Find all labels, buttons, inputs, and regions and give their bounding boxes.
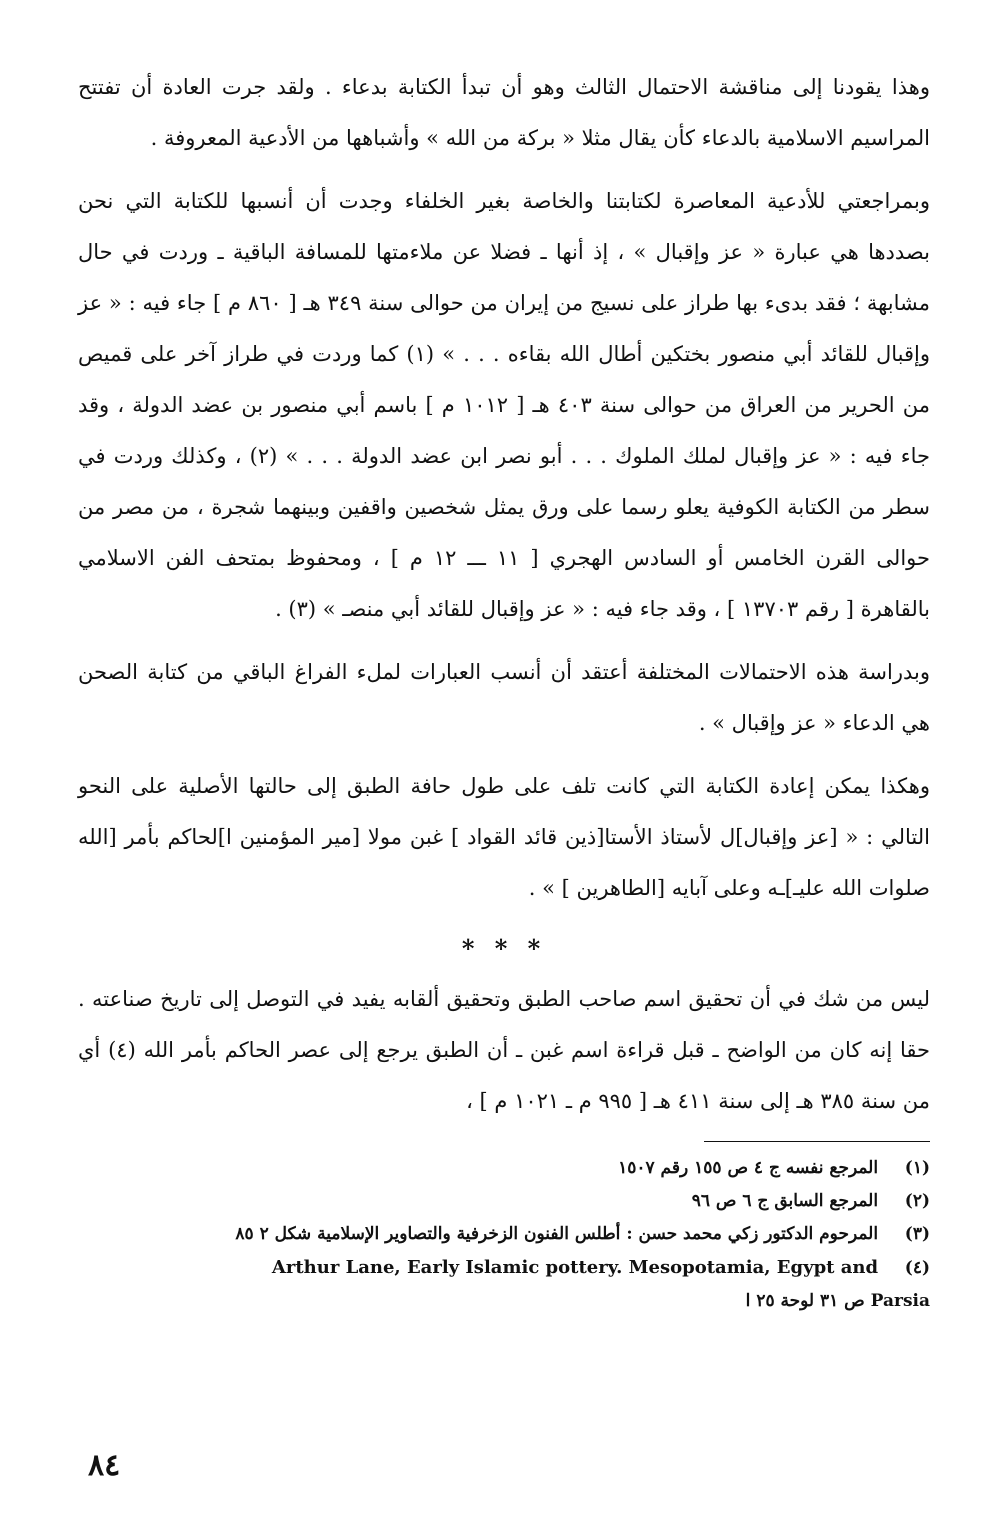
footnote-text: Arthur Lane, Early Islamic pottery. Mesopotamia, Egypt and bbox=[271, 1257, 879, 1278]
main-text bbox=[78, 62, 930, 914]
section-separator: * * * bbox=[461, 934, 547, 963]
footnote-4-continuation bbox=[78, 1285, 930, 1318]
paragraph-3: وبدراسة هذه الاحتمالات المختلفة أعتقد أن أنسب العبارات لملء الفراغ الباقي من كتابة الصحن هي الدعاء « عز وإقبال » . bbox=[78, 660, 930, 735]
footnote-1 bbox=[78, 1152, 930, 1185]
footnotes bbox=[78, 1152, 930, 1318]
footnote-2 bbox=[78, 1185, 930, 1218]
paragraph-2: وبمراجعتي للأدعية المعاصرة لكتابتنا والخاصة بغير الخلفاء وجدت أن أنسبها للكتابة التي نحن بصددها هي عبارة « عز وإقبال » ، إذ أنها ـ فضلا عن ملاءمتها للمسافة الباقية ـ وردت في حال مشابهة ؛ فقد بدىء بها طراز على نسيج من إيران من حوالى سنة ٣٤٩ هـ [ ٨٦٠ م ] جاء فيه : « عز وإقبال للقائد أبي منصور بختكين أطال الله بقاءه . . . » (١) كما وردت في طراز آخر على قميص من الحرير من العراق من حوالى سنة ٤٠٣ هـ [ ١٠١٢ م ] باسم أبي منصور بن عضد الدولة ، وقد جاء فيه : « عز وإقبال لملك الملوك . . . أبو نصر ابن عضد الدولة . . . » (٢) ، وكذلك وردت في سطر من الكتابة الكوفية يعلو رسما على ورق يمثل شخصين واقفين وبينهما شجرة ، من مصر من حوالى القرن الخامس أو السادس الهجري [ ١١ ـــ ١٢ م ] ، ومحفوظ بمتحف الفن الاسلامي بالقاهرة [ رقم ١٣٧٠٣ ] ، وقد جاء فيه : « عز وإقبال للقائد أبي منصـ » (٣) . bbox=[78, 189, 931, 621]
footnote-text: المرحوم الدكتور زكي محمد حسن : أطلس الفنون الزخرفية والتصاوير الإسلامية شكل ٢ ٨٥ bbox=[235, 1224, 879, 1244]
footnote-number: (١) bbox=[904, 1158, 930, 1178]
paragraph-4: وهكذا يمكن إعادة الكتابة التي كانت تلف على طول حافة الطبق إلى حالتها الأصلية على النحو التالي : « [عز وإقبال]ل لأستاذ الأستا[ذين قائد القواد ] غبن مولا [مير المؤمنين ا]لحاكم بأمر [الله صلوات الله عليـ]ـه وعلى آبايه [الطاهرين ] » . bbox=[78, 774, 930, 900]
footnote-number: (٤) bbox=[904, 1258, 930, 1278]
footnote-text: Parsia ص ٣١ لوحة ٢٥ ا bbox=[745, 1291, 930, 1311]
paragraph-1: وهذا يقودنا إلى مناقشة الاحتمال الثالث وهو أن تبدأ الكتابة بدعاء . ولقد جرت العادة أن تفتتح المراسيم الاسلامية بالدعاء كأن يقال مثلا « بركة من الله » وأشباهها من الأدعية المعروفة . bbox=[78, 75, 930, 150]
footnote-number: (٢) bbox=[904, 1191, 930, 1211]
footnote-rule bbox=[704, 1141, 930, 1142]
page-number: ٨٤ bbox=[88, 1448, 121, 1483]
footnote-text: المرجع نفسه ج ٤ ص ١٥٥ رقم ١٥٠٧ bbox=[618, 1158, 879, 1178]
footnote-text: المرجع السابق ج ٦ ص ٩٦ bbox=[691, 1191, 879, 1211]
footnote-3 bbox=[78, 1218, 930, 1251]
footnote-number: (٣) bbox=[904, 1224, 930, 1244]
footnote-4 bbox=[78, 1251, 930, 1285]
paragraph-5: ليس من شك في أن تحقيق اسم صاحب الطبق وتحقيق ألقابه يفيد في التوصل إلى تاريخ صناعته . حقا إنه كان من الواضح ـ قبل قراءة اسم غبن ـ أن الطبق يرجع إلى عصر الحاكم بأمر الله (٤) أي من سنة ٣٨٥ هـ إلى سنة ٤١١ هـ [ ٩٩٥ م ـ ١٠٢١ م ] ، bbox=[78, 987, 931, 1113]
main-text-continued bbox=[78, 974, 930, 1127]
